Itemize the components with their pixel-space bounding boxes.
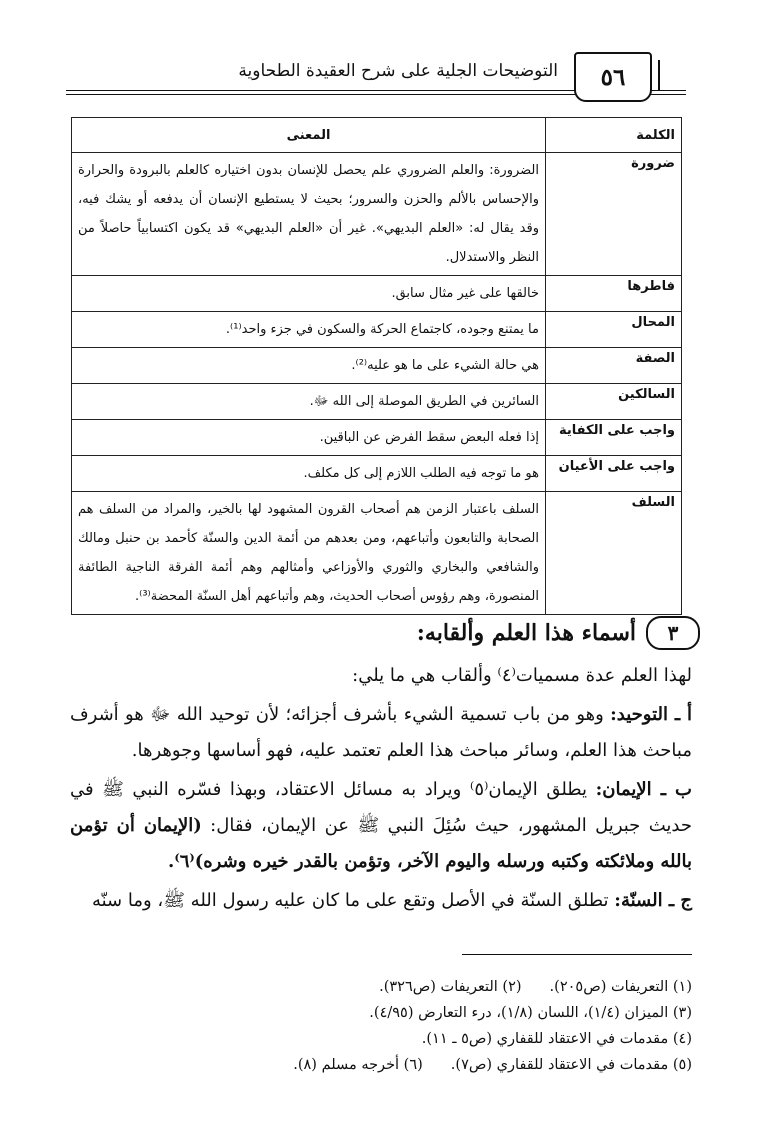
table-row (72, 384, 682, 420)
table-row (72, 456, 682, 492)
footnote-row (70, 974, 692, 1000)
section-number-badge: ٣ (646, 616, 700, 650)
item-label: ب ـ الإيمان: (595, 779, 692, 800)
footnotes (70, 974, 692, 1078)
footnote: (٤) مقدمات في الاعتقاد للقفاري (ص٥ ـ ١١). (421, 1031, 692, 1047)
table-row (72, 276, 682, 312)
section-title: أسماء هذا العلم وألقابه: (416, 620, 636, 646)
table-row (72, 153, 682, 276)
footnote-row (70, 1026, 692, 1052)
paragraph-iman (70, 772, 692, 880)
glossary-table (71, 117, 682, 615)
item-text: وهو من باب تسمية الشيء بأشرف أجزائه؛ لأن توحيد الله ﷻ هو أشرف مباحث هذا العلم، وسائر مباحث هذا العلم تعتمد عليه، فهو أساسها وجوهرها. (70, 704, 692, 761)
intro-paragraph: لهذا العلم عدة مسميات⁽٤⁾ وألقاب هي ما يلي: (352, 665, 692, 686)
footnote: (٣) الميزان (١/٤)، اللسان (١/٨)، درء التعارض (٤/٩٥). (369, 1005, 692, 1021)
paragraph-sunnah (70, 883, 692, 919)
meaning-cell: ما يمتنع وجوده، كاجتماع الحركة والسكون في جزء واحد⁽¹⁾. (72, 312, 546, 348)
table-row (72, 348, 682, 384)
term-cell: السلف (546, 492, 682, 615)
body-text (70, 658, 692, 922)
page-number: ٥٦ (574, 52, 652, 102)
term-cell: الصفة (546, 348, 682, 384)
section-heading (417, 616, 700, 650)
footnote-row (70, 1052, 692, 1078)
footnote-separator (462, 954, 692, 955)
term-cell: ضرورة (546, 153, 682, 276)
footnote: (٢) التعريفات (ص٣٢٦). (379, 979, 522, 995)
paragraph-tawhid (70, 697, 692, 769)
meaning-cell: خالقها على غير مثال سابق. (72, 276, 546, 312)
page-header (66, 52, 686, 104)
term-cell: واجب على الأعيان (546, 456, 682, 492)
footnote: (٦) أخرجه مسلم (٨). (293, 1057, 423, 1073)
column-header-meaning: المعنى (72, 118, 546, 153)
table-row (72, 312, 682, 348)
term-cell: فاطرها (546, 276, 682, 312)
meaning-cell: هو ما توجه فيه الطلب اللازم إلى كل مكلف. (72, 456, 546, 492)
term-cell: المحال (546, 312, 682, 348)
table-header-row (72, 118, 682, 153)
meaning-cell: السلف باعتبار الزمن هم أصحاب القرون المشهود لها بالخير، والمراد من السلف هم الصحابة والتابعون وأتباعهم، ومن بعدهم من أئمة الدين والسنّة كأحمد بن حنبل ومالك والشافعي والبخاري والثوري والأوزاعي وأمثالهم وهم أئمة الفرقة الناجية الطائفة المنصورة، وهم رؤوس أصحاب الحديث، وهم وأتباعهم أهل السنّة المحضة⁽³⁾. (72, 492, 546, 615)
item-label: ج ـ السنّة: (614, 890, 692, 911)
table-row (72, 492, 682, 615)
term-cell: واجب على الكفاية (546, 420, 682, 456)
table-row (72, 420, 682, 456)
meaning-cell: الضرورة: والعلم الضروري علم يحصل للإنسان بدون اختياره كالعلم بالبرودة والحرارة والإحساس بالألم والحزن والسرور؛ بحيث لا يستطيع الإنسان أن يدفعه أو يشك فيه، وقد يقال له: «العلم البديهي». غير أن «العلم البديهي» قد يكون اكتسابياً حاصلاً من النظر والاستدلال. (72, 153, 546, 276)
column-header-term: الكلمة (546, 118, 682, 153)
meaning-cell: السائرين في الطريق الموصلة إلى الله ﷻ. (72, 384, 546, 420)
meaning-cell: إذا فعله البعض سقط الفرض عن الباقين. (72, 420, 546, 456)
running-title: التوضيحات الجلية على شرح العقيدة الطحاوية (238, 61, 558, 81)
term-cell: السالكين (546, 384, 682, 420)
hadith-quote: (الإيمان أن تؤمن بالله وملائكته وكتبه ورسله واليوم الآخر، وتؤمن بالقدر خيره وشره)⁽٦⁾. (70, 815, 692, 872)
footnote-row (70, 1000, 692, 1026)
item-label: أ ـ التوحيد: (610, 704, 692, 725)
footnote: (١) التعريفات (ص٢٠٥). (549, 979, 692, 995)
meaning-cell: هي حالة الشيء على ما هو عليه⁽²⁾. (72, 348, 546, 384)
footnote: (٥) مقدمات في الاعتقاد للقفاري (ص٧). (450, 1057, 692, 1073)
item-text: تطلق السنّة في الأصل وتقع على ما كان عليه رسول الله ﷺ، وما سنّه (91, 890, 615, 911)
item-text: يطلق الإيمان⁽٥⁾ ويراد به مسائل الاعتقاد، وبهذا فسّره النبي ﷺ في حديث جبريل المشهور، حيث سُئِلَ النبي ﷺ عن الإيمان، فقال: (70, 779, 693, 836)
